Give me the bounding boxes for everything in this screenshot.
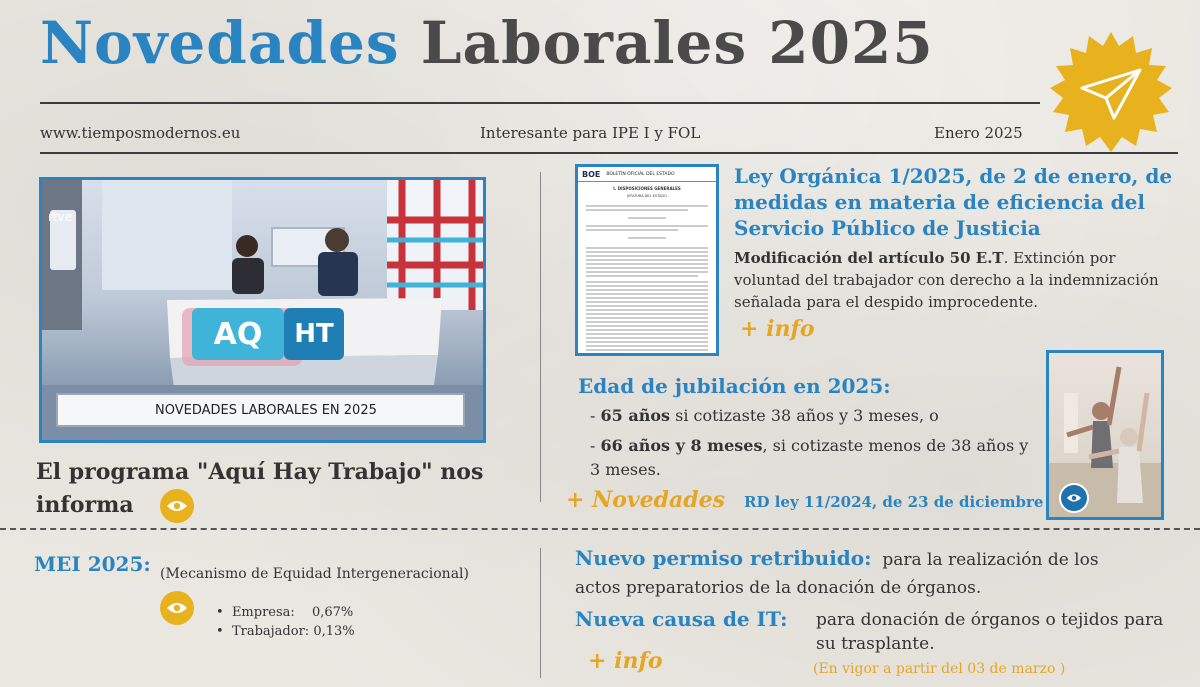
eye-icon xyxy=(1066,493,1082,503)
header-rule-bottom xyxy=(40,152,1178,154)
header-rule-top xyxy=(40,102,1040,104)
section-divider xyxy=(0,528,1200,530)
paper-plane-icon xyxy=(1048,30,1174,156)
video-caption-bar: NOVEDADES LABORALES EN 2025 xyxy=(58,395,463,425)
mei-title: MEI 2025: xyxy=(34,552,151,576)
jubilacion-list xyxy=(590,404,1030,482)
mei-subtitle: (Mecanismo de Equidad Intergeneracional) xyxy=(160,566,469,582)
it-vigor-text: (En vigor a partir del 03 de marzo ) xyxy=(813,661,1066,677)
boe-subsection: JEFATURA DEL ESTADO xyxy=(627,194,667,198)
mei-list xyxy=(216,603,355,641)
permiso-text-line2: actos preparatorios de la donación de órganos. xyxy=(575,578,982,598)
video-caption xyxy=(36,456,506,522)
jubilacion-item-1: - 65 años si cotizaste 38 años y 3 meses, o xyxy=(590,406,939,425)
aqht-logo-left: AQ xyxy=(213,316,263,352)
website-link[interactable]: www.tiemposmodernos.eu xyxy=(40,124,241,142)
eye-icon xyxy=(166,601,188,615)
title-part-2: Laborales 2025 xyxy=(420,9,934,77)
mei-eye-button[interactable] xyxy=(160,591,194,625)
jubilacion-item-1-bold: 65 años xyxy=(600,406,671,425)
channel-logo: rtve xyxy=(48,210,73,224)
boe-text-lines xyxy=(578,202,716,356)
boe-document[interactable] xyxy=(575,164,719,356)
mei-item-empresa-value: 0,67% xyxy=(311,605,354,620)
title-part-1: Novedades xyxy=(40,9,400,77)
permiso-title: Nuevo permiso retribuido: xyxy=(575,546,872,570)
aqht-logo-right-box xyxy=(284,308,344,360)
ley-text-rest: . Extinción por voluntad del trabajador con derecho a la indemnización señalada para el despido improcedente. xyxy=(734,249,1159,311)
mei-item-empresa-label: Empresa: xyxy=(231,605,295,620)
exercise-photo[interactable] xyxy=(1046,350,1164,520)
jubilacion-item-2-bold: 66 años y 8 meses xyxy=(600,436,763,455)
eye-icon xyxy=(166,499,188,513)
permiso-text-line1: para la realización de los xyxy=(882,550,1099,570)
boe-section: I. DISPOSICIONES GENERALES xyxy=(613,186,681,191)
it-more-info-link[interactable]: + info xyxy=(588,648,663,674)
page-title xyxy=(40,9,934,77)
ley-title[interactable]: Ley Orgánica 1/2025, de 2 de enero, de medidas en materia de eficiencia del Servicio Público de Justicia xyxy=(734,164,1173,240)
ley-more-info-link[interactable]: + info xyxy=(740,316,815,342)
it-title: Nueva causa de IT: xyxy=(575,607,788,631)
rd-ley-text: RD ley 11/2024, de 23 de diciembre xyxy=(744,493,1044,511)
mei-item-trabajador-label: Trabajador: xyxy=(231,624,310,639)
photo-eye-button[interactable] xyxy=(1059,483,1089,513)
it-text: para donación de órganos o tejidos para su trasplante. xyxy=(816,610,1164,654)
video-eye-button[interactable] xyxy=(160,489,194,523)
jubilacion-title: Edad de jubilación en 2025: xyxy=(578,374,891,398)
boe-title: BOLETÍN OFICIAL DEL ESTADO xyxy=(606,172,675,177)
video-thumbnail[interactable] xyxy=(39,177,486,443)
column-divider-bottom xyxy=(540,548,541,678)
audience-text: Interesante para IPE I y FOL xyxy=(480,124,701,142)
mei-item-trabajador: • Trabajador: 0,13% xyxy=(216,624,355,639)
paper-plane-badge xyxy=(1048,30,1174,156)
jubilacion-item-2-rest: , si cotizaste menos de 38 años y 3 meses. xyxy=(590,436,1029,479)
mei-item-empresa: • Empresa: 0,67% xyxy=(216,605,354,620)
video-caption-text: El programa "Aquí Hay Trabajo" nos informa xyxy=(36,459,484,518)
boe-logo: BOE xyxy=(582,170,601,179)
ley-text xyxy=(734,247,1174,313)
aqht-logo xyxy=(192,308,284,360)
column-divider-top xyxy=(540,172,541,502)
jubilacion-item-2: - 66 años y 8 meses, si cotizaste menos de 38 años y 3 meses. xyxy=(590,436,1029,479)
mei-item-trabajador-value: 0,13% xyxy=(313,624,355,639)
date-text: Enero 2025 xyxy=(934,124,1023,142)
novedades-link[interactable]: + Novedades xyxy=(566,487,726,513)
aqht-logo-right: HT xyxy=(294,319,334,349)
jubilacion-item-1-rest: si cotizaste 38 años y 3 meses, o xyxy=(670,406,939,425)
ley-text-bold: Modificación del artículo 50 E.T xyxy=(734,249,1004,267)
permiso-block xyxy=(575,544,1185,602)
